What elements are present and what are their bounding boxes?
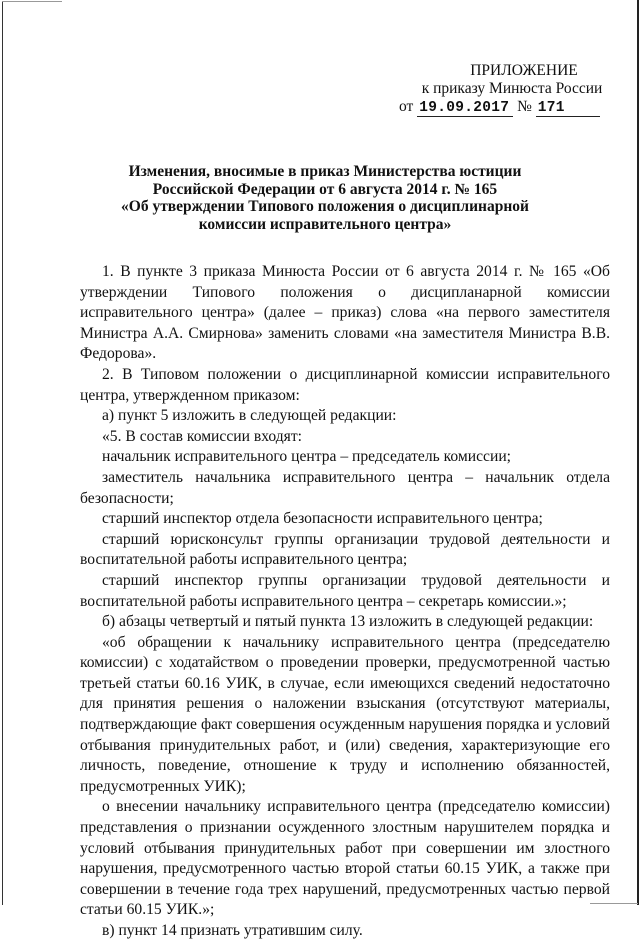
order-date-field: 19.09.2017 [417, 101, 513, 117]
commission-member-chair: начальник исправительного центра – председатель комиссии; [102, 448, 511, 466]
date-prefix: от [399, 98, 414, 115]
document-title [100, 163, 550, 233]
commission-member-secretary: старший инспектор группы организации трудовой деятельности и воспитательной работы исправительного центра – секретарь комиссии.»; [80, 571, 610, 610]
order-date-number-line [395, 98, 615, 117]
title-line: комиссии исправительного центра» [198, 215, 452, 233]
scan-border-right [637, 0, 639, 905]
annex-label: ПРИЛОЖЕНИЕ [470, 62, 578, 79]
annex-header [395, 62, 615, 117]
paragraph-13-abzac-5: о внесении начальнику исправительного центра (председателю комиссии) представления о признании осужденного злостным нарушителем порядка и условий отбывания принудительных работ при совершении им злостного нарушения, предусмотренного частью второй статьи 60.15 УИК, а также при совершении в течение года трех нарушений, предусмотренных частью первой статьи 60.15 УИК.»; [80, 798, 610, 919]
paragraph-item-5: «5. В состав комиссии входят: [102, 427, 302, 445]
number-prefix: № [517, 98, 532, 115]
order-number-field: 171 [536, 101, 600, 117]
commission-member-deputy: заместитель начальника исправительного центра – начальник отдела безопасности; [80, 468, 610, 507]
title-line: Российской Федерации от 6 августа 2014 г. № 165 [152, 180, 498, 198]
commission-member-legal: старший юрисконсульт группы организации трудовой деятельности и воспитательной работы исправительного центра; [80, 530, 610, 569]
scan-border-left [2, 1, 3, 905]
paragraph-2a: а) пункт 5 изложить в следующей редакции: [102, 407, 397, 425]
commission-member-inspector: старший инспектор отдела безопасности исправительного центра; [102, 510, 543, 528]
paragraph-2: 2. В Типовом положении о дисциплинарной комиссии исправительного центра, утвержденном приказом: [80, 365, 610, 404]
scan-border-top [2, 1, 62, 2]
paragraph-2b: б) абзацы четвертый и пятый пункта 13 изложить в следующей редакции: [102, 613, 594, 631]
title-line: «Об утверждении Типового положения о дисциплинарной [121, 198, 529, 215]
document-body [80, 262, 610, 942]
paragraph-13-abzac-4: «об обращении к начальнику исправительного центра (председателю комиссии) с ходатайством о проведении проверки, предусмотренной частью третьей статьи 60.16 УИК, в случае, если имеющихся сведений недостаточно для принятия решения о наложении взыскания (отсутствуют материалы, подтверждающие факт совершения осужденным нарушения порядка и условий отбывания принудительных работ, и (или) сведения, характеризующие его личность, поведение, отношение к труду и исполнению обязанностей, предусмотренных УИК); [80, 633, 610, 795]
order-reference: к приказу Минюста России [421, 80, 603, 97]
paragraph-2v: в) пункт 14 признать утратившим силу. [102, 922, 363, 939]
title-line: Изменения, вносимые в приказ Министерства юстиции [128, 163, 522, 180]
paragraph-1: 1. В пункте 3 приказа Минюста России от 6 августа 2014 г. № 165 «Об утверждении Типового положения о дисципланарной комиссии исправительного центра» (далее – приказ) слова «на первого заместителя Министра А.А. Смирнова» заменить словами «на заместителя Министра В.В. Федорова». [80, 263, 610, 363]
